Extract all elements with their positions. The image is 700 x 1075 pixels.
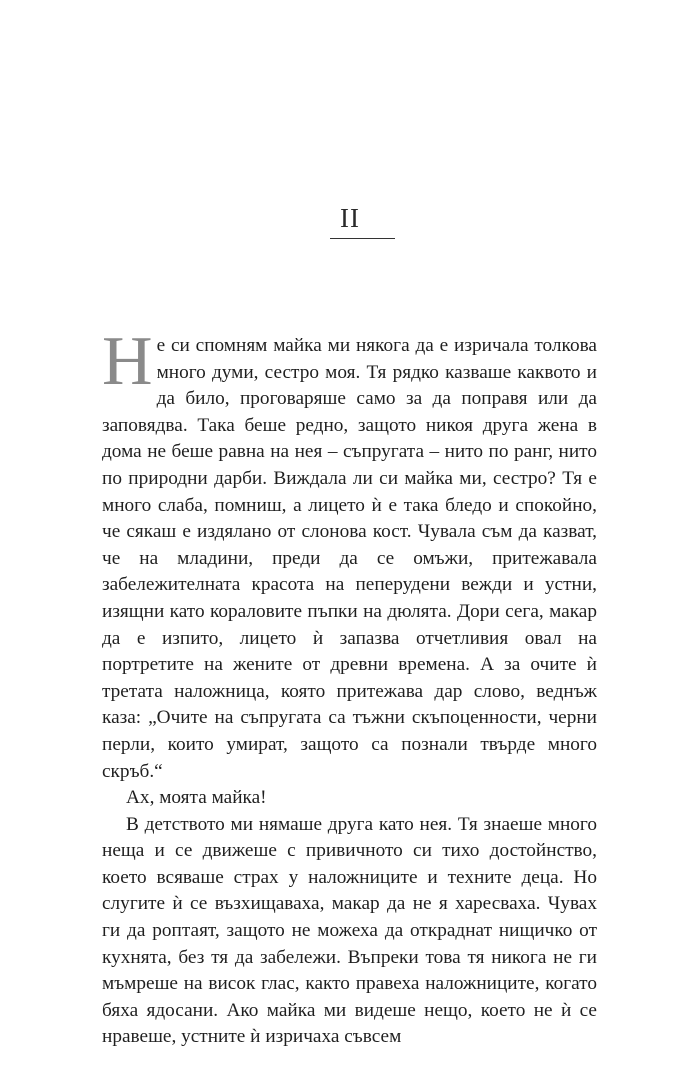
paragraph-exclamation: Ах, моята майка! <box>126 787 267 809</box>
paragraph-opening <box>102 323 597 785</box>
chapter-number: II <box>340 203 360 233</box>
chapter-divider <box>330 238 395 239</box>
drop-cap: Н <box>102 323 153 400</box>
chapter-body <box>102 323 597 1051</box>
paragraph-childhood: В детството ми нямаше друга като нея. Тя знаеше много неща и се движеше с привичното си тихо достойнство, което всяваше страх у наложниците и техните деца. Но слугите ѝ се възхищаваха, макар да не я харесваха. Чувах ги да роптаят, защото не можеха да откраднат нищичко от кухнята, без тя да забележи. Въпреки това тя никога не ги мъмреше на висок глас, както правеха наложниците, когато бяха ядосани. Ако майка ми видеше нещо, което не ѝ се нравеше, устните ѝ изричаха съвсем <box>102 813 597 1048</box>
paragraph-text: е си спомням майка ми някога да е изричала толкова много думи, сестро моя. Тя рядко казваше каквото и да било, проговаряше само за да поправя или да заповядва. Така беше редно, защото никоя друга жена в дома не беше равна на нея – съпругата – нито по ранг, нито по природни дарби. Виждала ли си майка ми, сестро? Тя е много слаба, помниш, а лицето ѝ е така бледо и спокойно, че сякаш е издялано от слонова кост. Чувала съм да казват, че на младини, преди да се омъжи, притежавала забележителната красота на пеперудени вежди и устни, изящни като кораловите пъпки на дюлята. Дори сега, макар да е изпито, лицето ѝ запазва отчетливия овал на портретите на жените от древни времена. А за очите ѝ третата наложница, която притежава дар слово, веднъж каза: „Очите на съпругата са тъжни скъпоценности, черни перли, които умират, защото са познали твърде много скръб.“ <box>102 335 597 782</box>
